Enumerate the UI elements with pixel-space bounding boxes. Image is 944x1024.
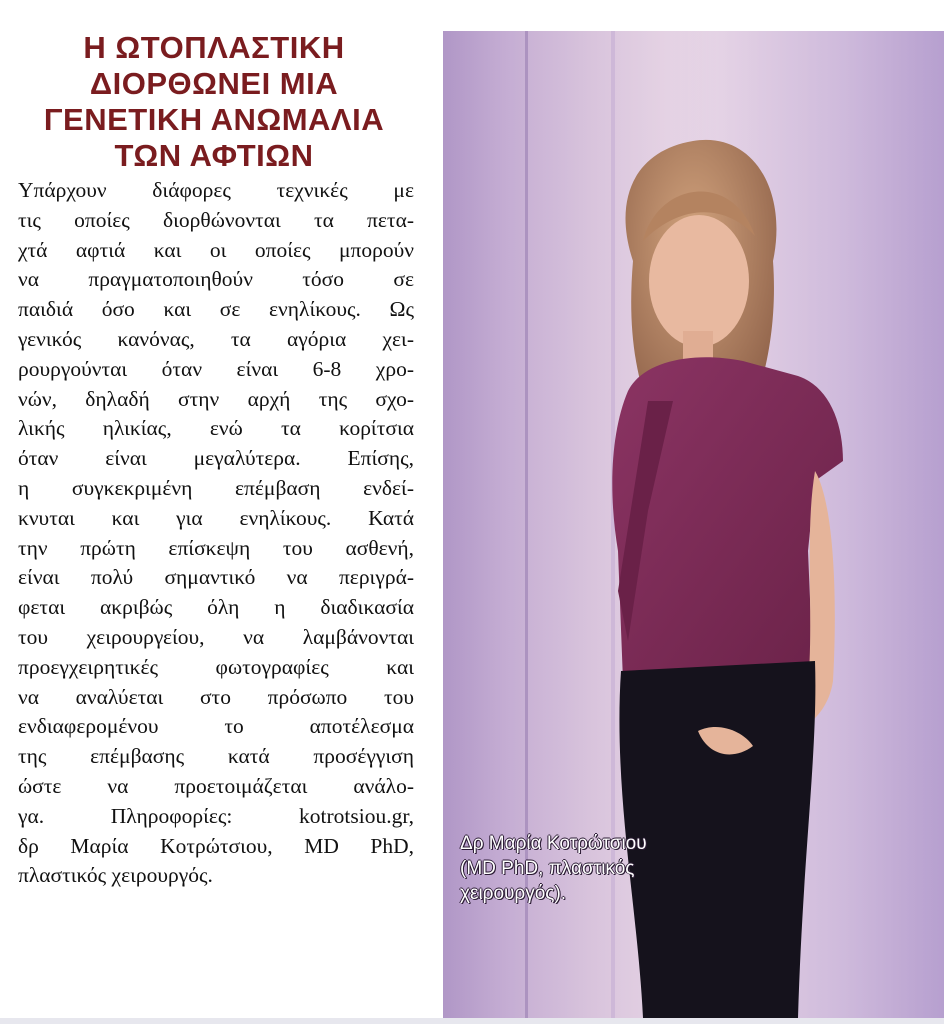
body-line: κνυται και για ενηλίκους. Κατά (18, 505, 414, 530)
body-line: χτά αφτιά και οι οποίες μπορούν (18, 237, 414, 262)
caption-line: χειρουργός). (460, 883, 567, 904)
body-line: γα. Πληροφορίες: kotrotsiou.gr, (18, 803, 414, 828)
body-line: φεται ακριβώς όλη η διαδικασία (18, 595, 414, 620)
photo-caption (460, 831, 760, 906)
body-line: όταν είναι μεγαλύτερα. Επίσης, (18, 446, 414, 471)
body-line: προεγχειρητικές φωτογραφίες και (18, 654, 414, 679)
headline-line: Η ΩΤΟΠΛΑΣΤΙΚΗ (83, 30, 345, 65)
body-line: πλαστικός χειρουργός. (18, 863, 213, 888)
blouse (612, 357, 843, 681)
body-line: λικής ηλικίας, ενώ τα κορίτσια (18, 416, 414, 441)
body-line: η συγκεκριμένη επέμβαση ενδεί- (18, 475, 414, 500)
body-line: ώστε να προετοιμάζεται ανάλο- (18, 773, 414, 798)
caption-line: (MD PhD, πλαστικός (460, 858, 635, 879)
article-headline (8, 30, 420, 174)
body-line: της επέμβασης κατά προσέγγιση (18, 744, 414, 769)
body-line: τις οποίες διορθώνονται τα πετα- (18, 207, 414, 232)
text-column (0, 0, 430, 1018)
body-line: γενικός κανόνας, τα αγόρια χει- (18, 326, 414, 351)
body-line: παιδιά όσο και σε ενηλίκους. Ως (18, 297, 414, 322)
body-line: νών, δηλαδή στην αρχή της σχο- (18, 386, 414, 411)
headline-line: ΓΕΝΕΤΙΚΗ ΑΝΩΜΑΛΙΑ (43, 102, 385, 137)
page-bottom-edge (0, 1018, 944, 1024)
body-line: είναι πολύ σημαντικό να περιγρά- (18, 565, 414, 590)
headline-line: ΤΩΝ ΑΦΤΙΩΝ (114, 138, 314, 173)
caption-line: Δρ Μαρία Κοτρώτσιου (460, 833, 647, 854)
body-line: να πραγματοποιηθούν τόσο σε (18, 267, 414, 292)
body-line: ενδιαφερομένου το αποτέλεσμα (18, 714, 414, 739)
body-line: δρ Μαρία Κοτρώτσιου, MD PhD, (18, 833, 414, 858)
face (649, 215, 749, 347)
body-line: Υπάρχουν διάφορες τεχνικές με (18, 178, 414, 202)
body-line: την πρώτη επίσκεψη του ασθενή, (18, 535, 414, 560)
body-line: να αναλύεται στο πρόσωπο του (18, 684, 414, 709)
headline-line: ΔΙΟΡΘΩΝΕΙ ΜΙΑ (89, 66, 339, 101)
article-body (18, 176, 414, 891)
body-line: ρουργούνται όταν είναι 6-8 χρο- (18, 356, 414, 381)
body-line: του χειρουργείου, να λαμβάνονται (18, 624, 414, 649)
